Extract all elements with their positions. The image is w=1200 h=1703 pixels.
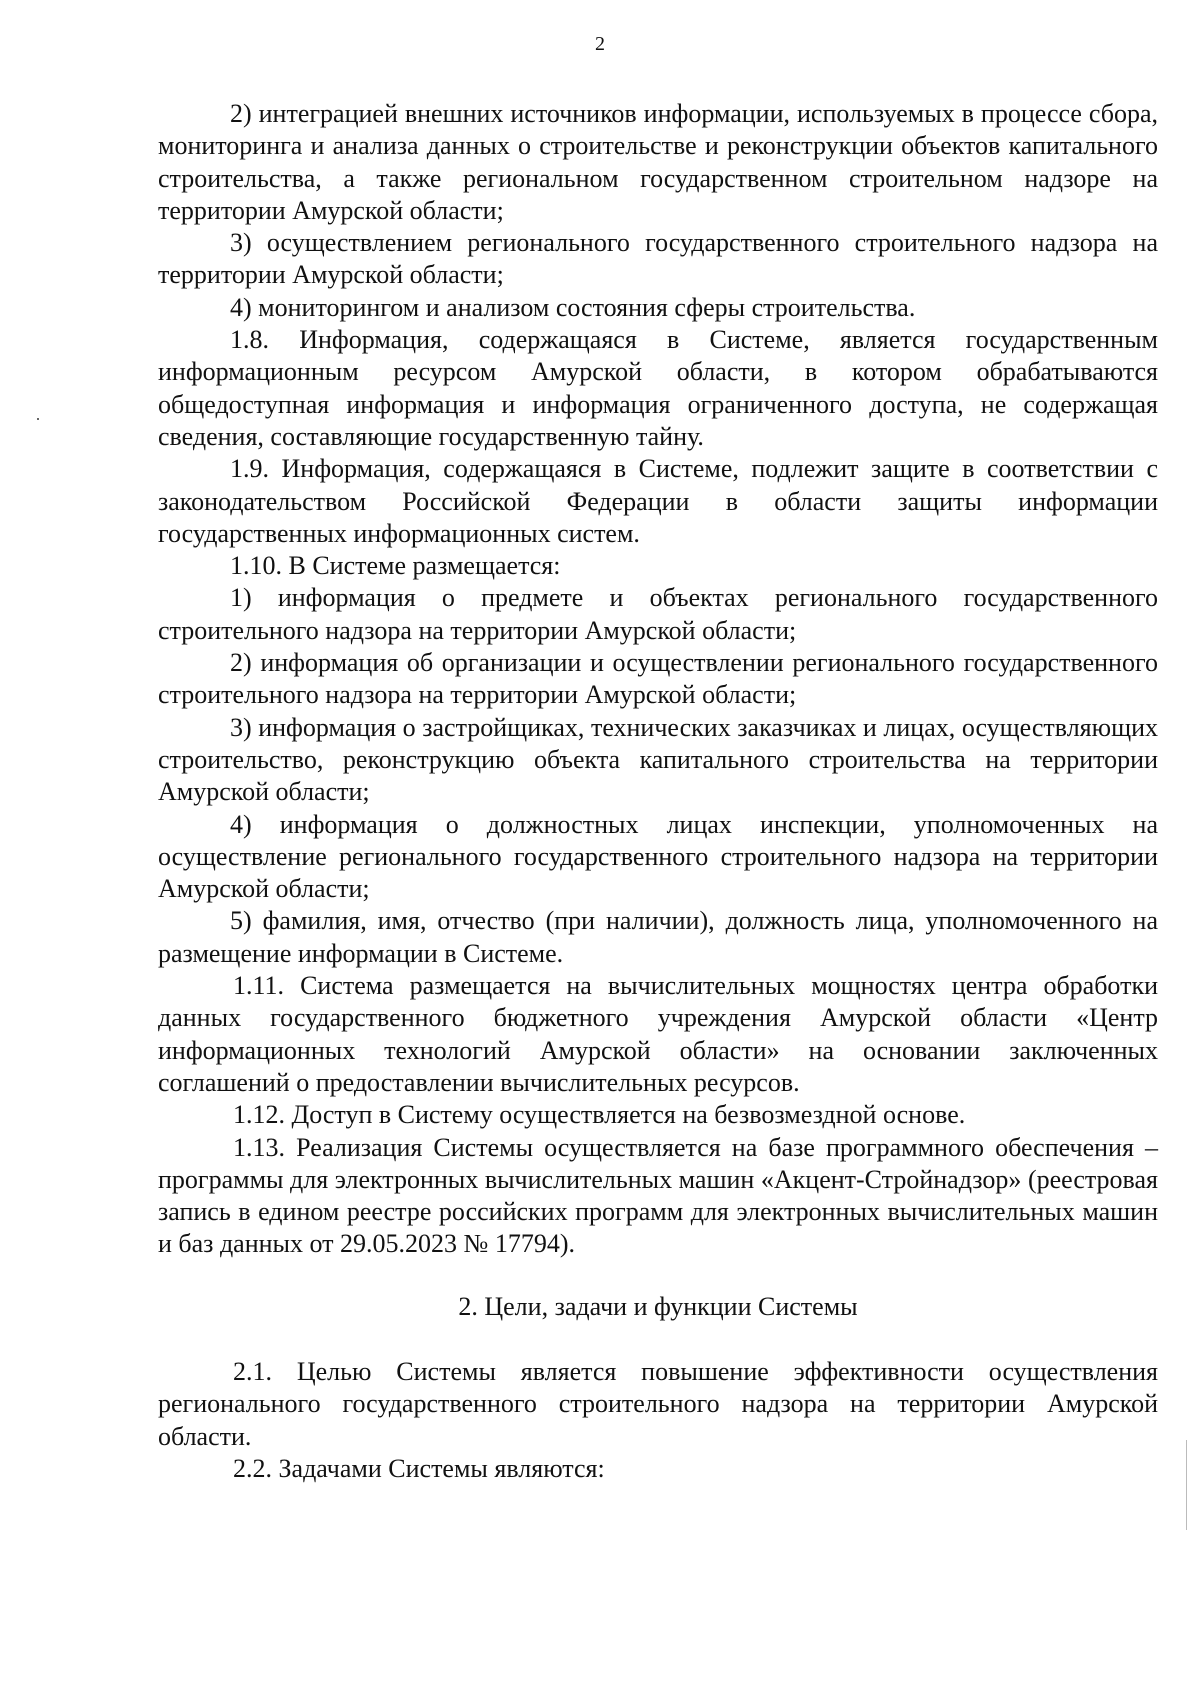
scan-artifact-dot [37,418,39,420]
paragraph-1-13: 1.13. Реализация Системы осуществляется на базе программного обеспечения – программы для электронных вычислительных машин «Акцент-Стройнадзор» (реестровая запись в едином реестре российских программ для электронных вычислительных машин и баз данных от 29.05.2023 № 17794). [158,1132,1158,1259]
paragraph-2-2: 2.2. Задачами Системы являются: [233,1453,605,1483]
list-item-3: 3) информация о застройщиках, технических заказчиках и лицах, осуществляющих строительство, реконструкцию объекта капитального строительства на территории Амурской области; [158,712,1158,807]
scan-artifact-line [1186,1440,1187,1530]
paragraph-1-10: 1.10. В Системе размещается: [230,551,561,581]
list-item-2: 2) информация об организации и осуществлении регионального государственного строительного надзора на территории Амурской области; [158,648,1158,710]
paragraph-2-1: 2.1. Целью Системы является повышение эффективности осуществления регионального государственного строительного надзора на территории Амурской области. [158,1356,1158,1451]
document-body [158,98,1158,1485]
section-heading: 2. Цели, задачи и функции Системы [458,1291,858,1321]
paragraph-item-4: 4) мониторингом и анализом состояния сферы строительства. [230,292,916,322]
paragraph-1-11: 1.11. Система размещается на вычислительных мощностях центра обработки данных государственного бюджетного учреждения Амурской области «Центр информационных технологий Амурской области» на основании заключенных соглашений о предоставлении вычислительных ресурсов. [158,971,1158,1097]
paragraph-1-8: 1.8. Информация, содержащаяся в Системе, является государственным информационным ресурсом Амурской области, в котором обрабатываются общедоступная информация и информация ограниченного доступа, не содержащая сведения, составляющие государственную тайну. [158,325,1158,451]
page-number: 2 [595,33,605,55]
list-item-5: 5) фамилия, имя, отчество (при наличии), должность лица, уполномоченного на размещение информации в Системе. [158,906,1158,968]
list-item-1: 1) информация о предмете и объектах регионального государственного строительного надзора на территории Амурской области; [158,583,1158,645]
paragraph-item-2: 2) интеграцией внешних источников информации, используемых в процессе сбора, мониторинга и анализа данных о строительстве и реконструкции объектов капитального строительства, а также региональном государственном строительном надзоре на территории Амурской области; [158,99,1158,225]
paragraph-item-3: 3) осуществлением регионального государственного строительного надзора на территории Амурской области; [158,228,1158,290]
list-item-4: 4) информация о должностных лицах инспекции, уполномоченных на осуществление регионального государственного строительного надзора на территории Амурской области; [158,809,1158,904]
paragraph-1-12: 1.12. Доступ в Систему осуществляется на безвозмездной основе. [233,1100,966,1130]
paragraph-1-9: 1.9. Информация, содержащаяся в Системе, подлежит защите в соответствии с законодательством Российской Федерации в области защиты информации государственных информационных систем. [158,454,1158,548]
